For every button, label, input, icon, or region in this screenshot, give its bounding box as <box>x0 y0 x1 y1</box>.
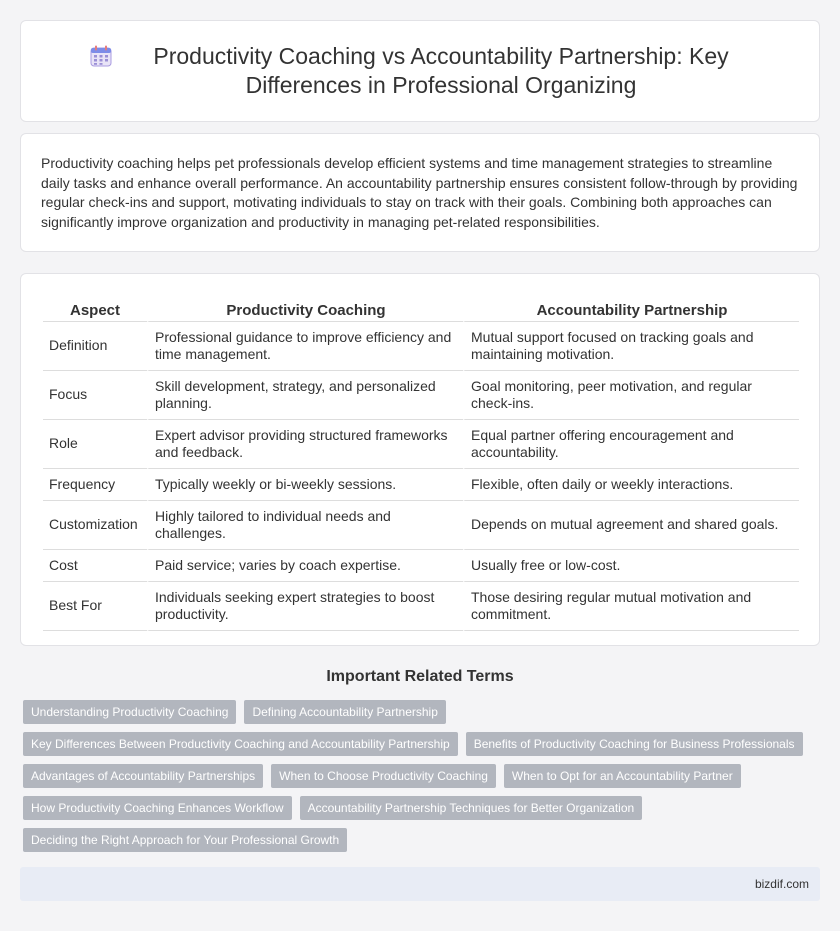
related-term-tag[interactable]: Understanding Productivity Coaching <box>23 700 236 724</box>
row-coaching-cell: Professional guidance to improve efficiency and time management. <box>147 322 463 371</box>
related-term-tag[interactable]: Key Differences Between Productivity Coaching and Accountability Partnership <box>23 732 458 756</box>
table-row <box>43 469 799 501</box>
table-row <box>43 322 799 371</box>
related-terms-title: Important Related Terms <box>326 668 514 685</box>
row-coaching-cell: Paid service; varies by coach expertise. <box>147 550 463 582</box>
row-coaching-cell: Highly tailored to individual needs and challenges. <box>147 501 463 550</box>
row-aspect: Definition <box>43 322 147 371</box>
footer-site-link[interactable]: bizdif.com <box>754 877 809 891</box>
row-coaching-cell: Typically weekly or bi-weekly sessions. <box>147 469 463 501</box>
row-aspect: Cost <box>43 550 147 582</box>
header-accountability-partnership: Accountability Partnership <box>463 294 799 322</box>
header-aspect: Aspect <box>43 294 147 322</box>
table-row <box>43 582 799 631</box>
row-partnership-cell: Flexible, often daily or weekly interactions. <box>463 469 799 501</box>
row-partnership-cell: Mutual support focused on tracking goals and maintaining motivation. <box>463 322 799 371</box>
page-title: Productivity Coaching vs Accountability Partnership: Key Differences in Professional Organizing <box>153 43 729 98</box>
header-productivity-coaching: Productivity Coaching <box>147 294 463 322</box>
table-row <box>43 550 799 582</box>
table-row <box>43 371 799 420</box>
row-aspect: Frequency <box>43 469 147 501</box>
related-term-tag[interactable]: Defining Accountability Partnership <box>244 700 445 724</box>
row-partnership-cell: Usually free or low-cost. <box>463 550 799 582</box>
row-partnership-cell: Depends on mutual agreement and shared goals. <box>463 501 799 550</box>
related-term-tag[interactable]: Deciding the Right Approach for Your Professional Growth <box>23 828 347 852</box>
table-row <box>43 420 799 469</box>
row-aspect: Customization <box>43 501 147 550</box>
row-partnership-cell: Equal partner offering encouragement and accountability. <box>463 420 799 469</box>
related-term-tag[interactable]: Benefits of Productivity Coaching for Business Professionals <box>466 732 803 756</box>
row-aspect: Best For <box>43 582 147 631</box>
row-coaching-cell: Expert advisor providing structured frameworks and feedback. <box>147 420 463 469</box>
related-term-tag[interactable]: When to Choose Productivity Coaching <box>271 764 496 788</box>
title-card <box>20 20 820 122</box>
row-partnership-cell: Goal monitoring, peer motivation, and regular check-ins. <box>463 371 799 420</box>
row-coaching-cell: Skill development, strategy, and personalized planning. <box>147 371 463 420</box>
row-aspect: Role <box>43 420 147 469</box>
row-partnership-cell: Those desiring regular mutual motivation and commitment. <box>463 582 799 631</box>
related-term-tag[interactable]: Accountability Partnership Techniques for Better Organization <box>300 796 643 820</box>
comparison-table <box>43 294 799 631</box>
related-term-tag[interactable]: How Productivity Coaching Enhances Workflow <box>23 796 292 820</box>
comparison-table-card <box>20 273 820 646</box>
row-coaching-cell: Individuals seeking expert strategies to boost productivity. <box>147 582 463 631</box>
intro-paragraph: Productivity coaching helps pet professionals develop efficient systems and time management strategies to streamline daily tasks and enhance overall performance. An accountability partnership ensures consistent follow-through by providing regular check-ins and support, motivating individuals to stay on track with their goals. Combining both approaches can significantly improve organization and productivity in managing pet-related responsibilities. <box>41 155 798 230</box>
intro-card <box>20 133 820 252</box>
related-terms-list <box>23 700 823 860</box>
calendar-icon <box>89 44 113 68</box>
related-term-tag[interactable]: Advantages of Accountability Partnerships <box>23 764 263 788</box>
footer-bar <box>20 867 820 901</box>
related-term-tag[interactable]: When to Opt for an Accountability Partner <box>504 764 741 788</box>
table-header-row <box>43 294 799 322</box>
row-aspect: Focus <box>43 371 147 420</box>
table-row <box>43 501 799 550</box>
